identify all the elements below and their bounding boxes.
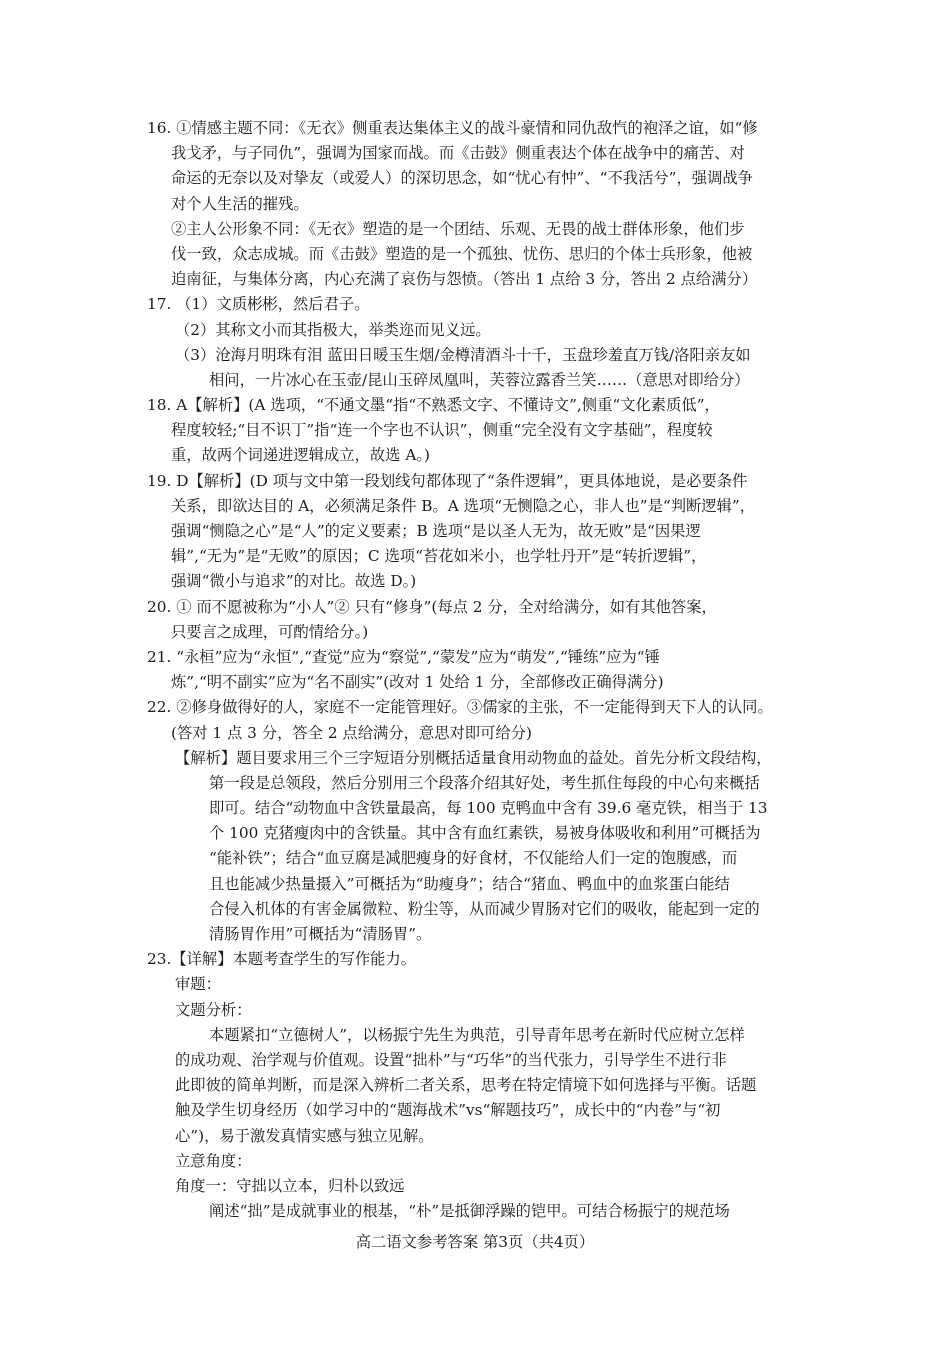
- answer-line: 且也能减少热量摄入”可概括为“助瘦身”；结合“猪血、鸭血中的血浆蛋白能结: [209, 874, 730, 893]
- answer-line: 只要言之成理，可酌情给分。): [171, 622, 369, 641]
- page-footer: 高二语文参考答案 第3页（共4页）: [355, 1233, 595, 1251]
- answer-line: 炼”,“明不副实”应为“名不副实”(改对 1 处给 1 分，全部修改正确得满分): [171, 673, 664, 692]
- answer-line: 22. ②修身做得好的人，家庭不一定能管理好。③儒家的主张，不一定能得到天下人的认同。: [147, 698, 773, 717]
- answer-line: 审题：: [175, 975, 221, 994]
- answer-line: 合侵入机体的有害金属微粒、粉尘等，从而减少胃肠对它们的吸收，能起到一定的: [209, 899, 760, 918]
- answer-line: 个 100 克猪瘦肉中的含铁量。其中含有血红素铁，易被身体吸收和利用”可概括为: [209, 824, 761, 843]
- answer-line: 立意角度：: [175, 1151, 252, 1170]
- answer-line: 阐述“拙”是成就事业的根基，“朴”是抵御浮躁的铠甲。可结合杨振宁的规范场: [209, 1202, 730, 1221]
- answer-line: 20. ① 而不愿被称为“小人”② 只有“修身”(每点 2 分，全对给满分，如有其他答案，: [147, 597, 717, 616]
- answer-line: 17. （1）文质彬彬，然后君子。: [147, 295, 370, 314]
- answer-line: 强调“恻隐之心”是“人”的定义要素；B 选项“是以圣人无为，故无败”是“因果逻: [171, 522, 701, 540]
- answer-line: 即可。结合“动物血中含铁量最高，每 100 克鸭血中含有 39.6 毫克铁，相当于 13: [209, 799, 768, 818]
- answer-line: 心”)，易于激发真情实感与独立见解。: [175, 1126, 434, 1145]
- answer-content: [147, 116, 811, 1224]
- answer-line: 清肠胃作用”可概括为“清肠胃”。: [209, 925, 432, 943]
- answer-line: 21. “永桓”应为“永恒”,“查觉”应为“察觉”,“蒙发”应为“萌发”,“锤练”应为“锤: [147, 647, 660, 666]
- answer-line: 本题紧扣“立德树人”，以杨振宁先生为典范，引导青年思考在新时代应树立怎样: [209, 1025, 745, 1044]
- answer-line: 我戈矛，与子同仇”，强调为国家而战。而《击鼓》侧重表达个体在战争中的痛苦、对: [171, 144, 745, 163]
- answer-line: 【解析】题目要求用三个三字短语分别概括适量食用动物血的益处。首先分析文段结构，: [175, 748, 772, 767]
- answer-line: 此即彼的简单判断，而是深入辨析二者关系，思考在特定情境下如何选择与平衡。话题: [175, 1076, 757, 1095]
- answer-line: 重，故两个词递进逻辑成立，故选 A。): [171, 446, 430, 465]
- answer-line: 第一段是总领段，然后分别用三个段落介绍其好处，考生抓住每段的中心句来概括: [209, 773, 760, 792]
- answer-line: 强调“微小与追求”的对比。故选 D。): [171, 572, 417, 591]
- answer-line: 命运的无奈以及对挚友（或爱人）的深切思念，如“忧心有忡”、“不我活兮”，强调战争: [171, 169, 753, 188]
- answer-line: 触及学生切身经历（如学习中的“题海战术”vs“解题技巧”，成长中的“内卷”与“初: [175, 1101, 721, 1120]
- answer-line: 关系，即欲达目的 A，必须满足条件 B。A 选项“无恻隐之心，非人也”是“判断逻辑”，: [171, 496, 756, 515]
- answer-line: 23.【详解】本题考查学生的写作能力。: [147, 950, 417, 969]
- answer-line: 角度一：守拙以立本，归朴以致远: [175, 1176, 405, 1195]
- answer-line: 文题分析：: [175, 1000, 252, 1019]
- answer-line: 的成功观、治学观与价值观。设置“拙朴”与“巧华”的当代张力，引导学生不进行非: [175, 1050, 727, 1069]
- answer-line: 迫南征，与集体分离，内心充满了哀伤与怨愤。（答出 1 点给 3 分，答出 2 点给满分）: [171, 270, 758, 289]
- answer-line: 16. ①情感主题不同：《无衣》侧重表达集体主义的战斗豪情和同仇敌忾的袍泽之谊，如“修: [147, 119, 758, 137]
- answer-line: (答对 1 点 3 分，答全 2 点给满分，意思对即可给分): [171, 723, 532, 742]
- answer-line: （2）其称文小而其指极大，举类迩而见义远。: [175, 320, 491, 339]
- answer-line: （3）沧海月明珠有泪 蓝田日暖玉生烟/金樽清酒斗十千，玉盘珍羞直万钱/洛阳亲友如: [175, 345, 751, 364]
- answer-line: 18. A【解析】(A 选项，“不通文墨“指“不熟悉文字、不懂诗文”,侧重“文化素质低”，: [147, 396, 720, 415]
- answer-line: 对个人生活的摧残。: [171, 194, 309, 213]
- answer-line: 伐一致，众志成城。而《击鼓》塑造的是一个孤独、忧伤、思归的个体士兵形象，他被: [171, 244, 753, 263]
- answer-line: “能补铁”；结合“血豆腐是减肥瘦身的好食材，不仅能给人们一定的饱腹感，而: [209, 849, 738, 868]
- answer-line: 程度较轻;“目不识丁”指“连一个字也不认识”，侧重“完全没有文字基础”，程度较: [171, 421, 713, 440]
- answer-line: ②主人公形象不同：《无衣》塑造的是一个团结、乐观、无畏的战士群体形象，他们步: [171, 219, 745, 238]
- answer-line: 相问，一片冰心在玉壶/昆山玉碎凤凰叫，芙蓉泣露香兰笑……（意思对即给分）: [209, 370, 750, 389]
- answer-line: 辑”,“无为”是“无败”的原因；C 选项“苔花如米小，也学牡丹开”是“转折逻辑”，: [171, 547, 707, 566]
- answer-line: 19. D【解析】(D 项与文中第一段划线句都体现了“条件逻辑”，更具体地说，是必要条件: [147, 471, 748, 490]
